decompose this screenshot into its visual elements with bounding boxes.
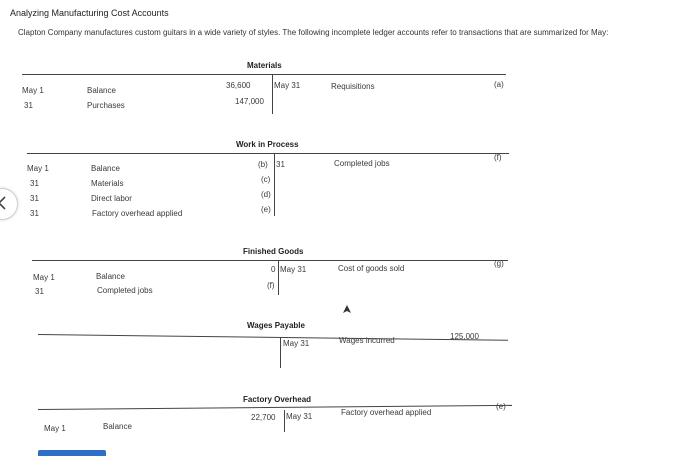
wages-payable-right-amount: 125,000 [450, 332, 479, 341]
wip-right-amount: (f) [494, 153, 502, 162]
factory-overhead-right-label: Factory overhead applied [341, 408, 432, 417]
wip-right-label: Completed jobs [334, 159, 390, 168]
wip-label-1: Balance [91, 164, 120, 173]
wages-payable-right-label: Wages incurred [339, 336, 395, 345]
materials-divider [272, 75, 273, 114]
wip-date-2: 31 [30, 179, 39, 188]
materials-amount-1: 36,600 [226, 81, 251, 90]
finished-goods-title: Finished Goods [243, 247, 304, 256]
factory-overhead-title: Factory Overhead [243, 395, 312, 404]
materials-right-amount: (a) [494, 80, 504, 89]
finished-goods-amount-1: 0 [271, 265, 276, 274]
wip-top-rule [27, 153, 509, 154]
finished-goods-right-amount: (g) [494, 259, 504, 268]
finished-goods-divider [278, 261, 279, 295]
wages-payable-title: Wages Payable [247, 321, 305, 330]
factory-overhead-left-date: May 1 [44, 424, 66, 433]
wages-payable-divider [280, 337, 281, 368]
page-title: Analyzing Manufacturing Cost Accounts [10, 8, 169, 18]
factory-overhead-right-date: May 31 [286, 412, 313, 421]
problem-description: Clapton Company manufactures custom guitars in a wide variety of styles. The following incomplete ledger accounts refer to transactions that are summarized for May: [18, 28, 609, 37]
factory-overhead-divider [284, 410, 285, 432]
wages-payable-top-rule [38, 334, 508, 341]
materials-date-2: 31 [24, 101, 33, 110]
wip-right-date: 31 [276, 160, 285, 169]
factory-overhead-left-label: Balance [103, 422, 132, 431]
finished-goods-label-1: Balance [96, 272, 125, 281]
materials-label-2: Purchases [87, 101, 125, 110]
materials-right-label: Requisitions [331, 82, 375, 91]
wip-date-1: May 1 [27, 164, 49, 173]
chevron-left-icon [0, 196, 7, 210]
wip-divider [274, 154, 275, 216]
finished-goods-right-label: Cost of goods sold [338, 264, 405, 273]
materials-title: Materials [247, 61, 282, 70]
factory-overhead-left-amount: 22,700 [251, 413, 276, 422]
cursor-icon [343, 305, 351, 313]
finished-goods-date-2: 31 [35, 287, 44, 296]
materials-label-1: Balance [87, 86, 116, 95]
finished-goods-top-rule [32, 260, 508, 261]
materials-date-1: May 1 [22, 86, 44, 95]
factory-overhead-right-amount: (e) [496, 402, 506, 411]
materials-top-rule [22, 74, 506, 75]
wip-label-4: Factory overhead applied [92, 209, 183, 218]
finished-goods-date-1: May 1 [33, 273, 55, 282]
finished-goods-amount-2: (f) [267, 281, 275, 290]
wip-amount-b: (b) [258, 160, 268, 169]
wip-title: Work in Process [236, 140, 299, 149]
finished-goods-right-date: May 31 [280, 265, 307, 274]
materials-amount-2: 147,000 [235, 97, 264, 106]
bottom-action-button[interactable] [38, 450, 106, 456]
wip-amount-e: (e) [261, 205, 271, 214]
wip-label-3: Direct labor [91, 194, 132, 203]
wip-amount-d: (d) [261, 190, 271, 199]
back-button[interactable] [0, 188, 18, 220]
wip-label-2: Materials [91, 179, 124, 188]
materials-right-date: May 31 [274, 81, 301, 90]
finished-goods-label-2: Completed jobs [97, 286, 153, 295]
wages-payable-right-date: May 31 [283, 339, 310, 348]
wip-date-4: 31 [30, 209, 39, 218]
wip-amount-c: (c) [261, 175, 271, 184]
factory-overhead-top-rule [38, 405, 512, 410]
wip-date-3: 31 [30, 194, 39, 203]
